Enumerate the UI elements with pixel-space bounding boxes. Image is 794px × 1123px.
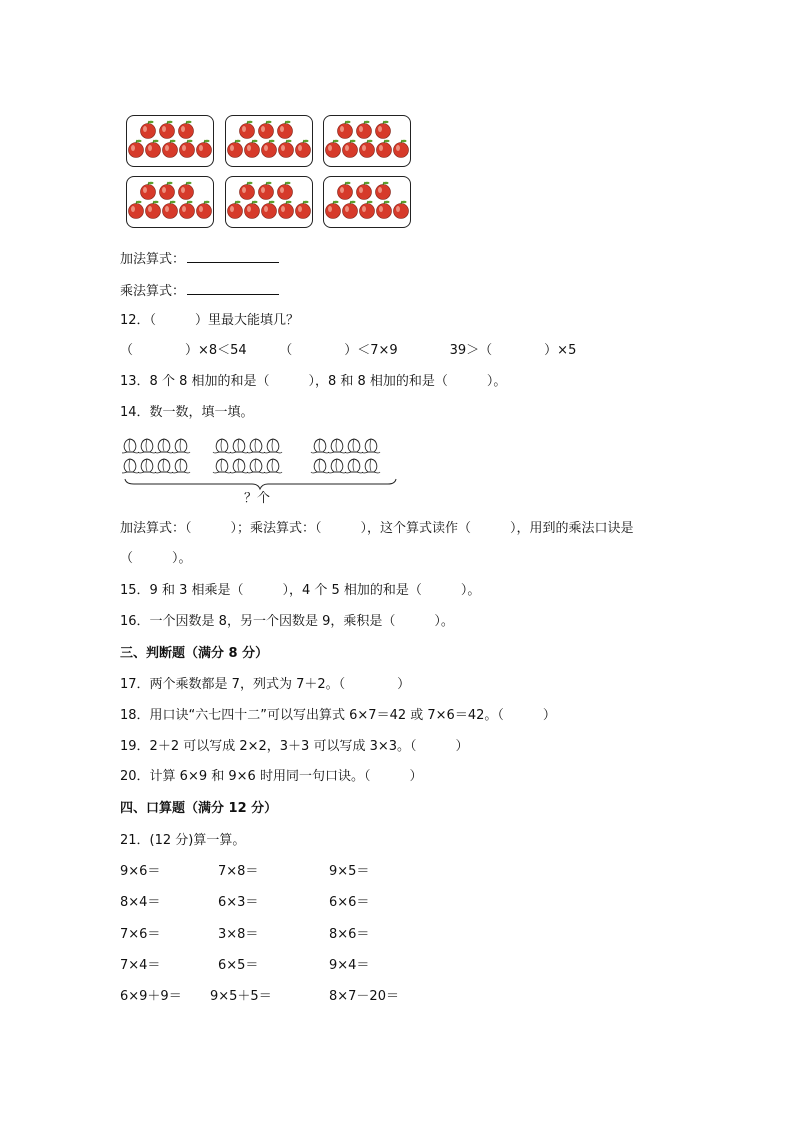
peach-icon	[172, 439, 190, 453]
apple-box	[323, 115, 411, 167]
peach-icon	[247, 439, 265, 453]
calc-cell: 9×6＝	[120, 864, 161, 879]
apple-icon	[129, 201, 144, 219]
calc-cell: 3×8＝	[218, 927, 259, 942]
apple-box	[225, 115, 313, 167]
apple-icon	[357, 182, 372, 200]
peach-icon	[311, 459, 329, 473]
peach-icon	[122, 439, 139, 453]
apple-icon	[357, 121, 372, 139]
peach-icon	[311, 439, 329, 453]
calc-cell: 6×9＋9＝	[120, 989, 182, 1004]
calc-cell: 6×6＝	[329, 895, 370, 910]
q21-title: 21．(12 分)算一算。	[120, 833, 246, 848]
apple-box	[126, 115, 214, 167]
peach-icon	[155, 439, 173, 453]
peach-icon	[247, 459, 265, 473]
peach-icon	[138, 459, 156, 473]
calc-cell: 8×4＝	[120, 895, 161, 910]
q16-text: 16．一个因数是 8，另一个因数是 9，乘积是（ ）。	[120, 614, 454, 629]
apple-box	[323, 176, 411, 228]
q12-title: 12．（ ）里最大能填几？	[120, 313, 300, 328]
apple-icon	[228, 140, 243, 158]
apple-icon	[376, 121, 391, 139]
apple-icon	[163, 140, 178, 158]
q11-add-label: 加法算式：	[120, 252, 186, 267]
apple-icon	[228, 201, 243, 219]
apple-icon	[326, 201, 341, 219]
peach-icon	[264, 459, 282, 473]
peach-icon	[328, 459, 346, 473]
brace-label: ？个	[244, 491, 271, 506]
apple-icon	[296, 201, 311, 219]
peach-icon	[362, 439, 380, 453]
apple-icon	[240, 182, 255, 200]
apple-icon	[197, 140, 212, 158]
calc-cell: 7×8＝	[218, 864, 259, 879]
apple-icon	[180, 201, 195, 219]
calc-cell: 6×5＝	[218, 958, 259, 973]
apple-icon	[296, 140, 311, 158]
apple-icon	[245, 201, 260, 219]
section-4-title: 四、口算题（满分 12 分）	[120, 801, 278, 816]
apple-icon	[278, 182, 293, 200]
apple-icon	[141, 182, 156, 200]
apple-icon	[326, 140, 341, 158]
q11-mul-label: 乘法算式：	[120, 284, 186, 299]
apple-icon	[146, 201, 161, 219]
calc-cell: 8×7－20＝	[329, 989, 399, 1004]
apple-icon	[179, 182, 194, 200]
peach-icon	[122, 459, 139, 473]
apple-icon	[394, 201, 409, 219]
q11-mul-line	[120, 281, 279, 301]
apple-icon	[160, 182, 175, 200]
apple-icon	[376, 182, 391, 200]
peach-icon	[213, 439, 231, 453]
apple-icon	[394, 140, 409, 158]
peach-icon	[345, 439, 363, 453]
peach-icon	[155, 459, 173, 473]
apple-icon	[262, 140, 277, 158]
peach-icon	[172, 459, 190, 473]
apple-icon	[259, 182, 274, 200]
peach-icon	[362, 459, 380, 473]
apple-icon	[197, 201, 212, 219]
calc-cell: 9×5＝	[329, 864, 370, 879]
calc-cell: 7×4＝	[120, 958, 161, 973]
q11-add-line	[120, 249, 279, 269]
peach-icon	[328, 439, 346, 453]
apple-icon	[179, 121, 194, 139]
calc-cell: 8×6＝	[329, 927, 370, 942]
q14-line1: 加法算式：（ ）；乘法算式：（ ），这个算式读作（ ），用到的乘法口诀是	[120, 521, 634, 536]
q19-text: 19．2＋2 可以写成 2×2，3＋3 可以写成 3×3。（ ）	[120, 739, 469, 754]
apple-icon	[262, 201, 277, 219]
peach-icon	[213, 459, 231, 473]
apple-icon	[146, 140, 161, 158]
apple-icon	[160, 121, 175, 139]
apple-icon	[279, 201, 294, 219]
calc-cell: 6×3＝	[218, 895, 259, 910]
peach-icon	[138, 439, 156, 453]
calc-cell: 9×4＝	[329, 958, 370, 973]
q11-add-blank[interactable]	[187, 249, 279, 263]
apple-box	[126, 176, 214, 228]
apple-icon	[278, 121, 293, 139]
apple-icon	[245, 140, 260, 158]
q14-title: 14．数一数，填一填。	[120, 405, 254, 420]
apple-icon	[343, 201, 358, 219]
q18-text: 18．用口诀“六七四十二”可以写出算式 6×7＝42 或 7×6＝42。（ ）	[120, 708, 556, 723]
q20-text: 20．计算 6×9 和 9×6 时用同一句口诀。（ ）	[120, 769, 423, 784]
apple-icon	[163, 201, 178, 219]
peach-icon	[345, 459, 363, 473]
apple-icon	[377, 140, 392, 158]
peach-picture	[122, 437, 398, 507]
apple-icon	[279, 140, 294, 158]
peach-icon	[230, 459, 248, 473]
apple-icon	[259, 121, 274, 139]
apple-icon	[377, 201, 392, 219]
q14-line2: （ ）。	[120, 551, 192, 566]
q17-text: 17．两个乘数都是 7，列式为 7＋2。（ ）	[120, 677, 411, 692]
apple-box	[225, 176, 313, 228]
peach-icon	[264, 439, 282, 453]
peach-icon	[230, 439, 248, 453]
apple-icon	[338, 121, 353, 139]
apple-icon	[240, 121, 255, 139]
q15-text: 15．9 和 3 相乘是（ ），4 个 5 相加的和是（ ）。	[120, 583, 481, 598]
apple-icon	[180, 140, 195, 158]
apple-icon	[141, 121, 156, 139]
apple-icon	[338, 182, 353, 200]
apple-icon	[129, 140, 144, 158]
apple-icon	[360, 201, 375, 219]
apple-icon	[343, 140, 358, 158]
calc-cell: 7×6＝	[120, 927, 161, 942]
calc-cell: 9×5＋5＝	[210, 989, 272, 1004]
apple-icon	[360, 140, 375, 158]
q13-text: 13．8 个 8 相加的和是（ ），8 和 8 相加的和是（ ）。	[120, 374, 507, 389]
q11-mul-blank[interactable]	[187, 281, 279, 295]
q12-row: （ ）×8＜54 （ ）＜7×9 39＞（ ）×5	[120, 343, 577, 358]
apple-picture	[126, 115, 416, 230]
section-3-title: 三、判断题（满分 8 分）	[120, 646, 269, 661]
